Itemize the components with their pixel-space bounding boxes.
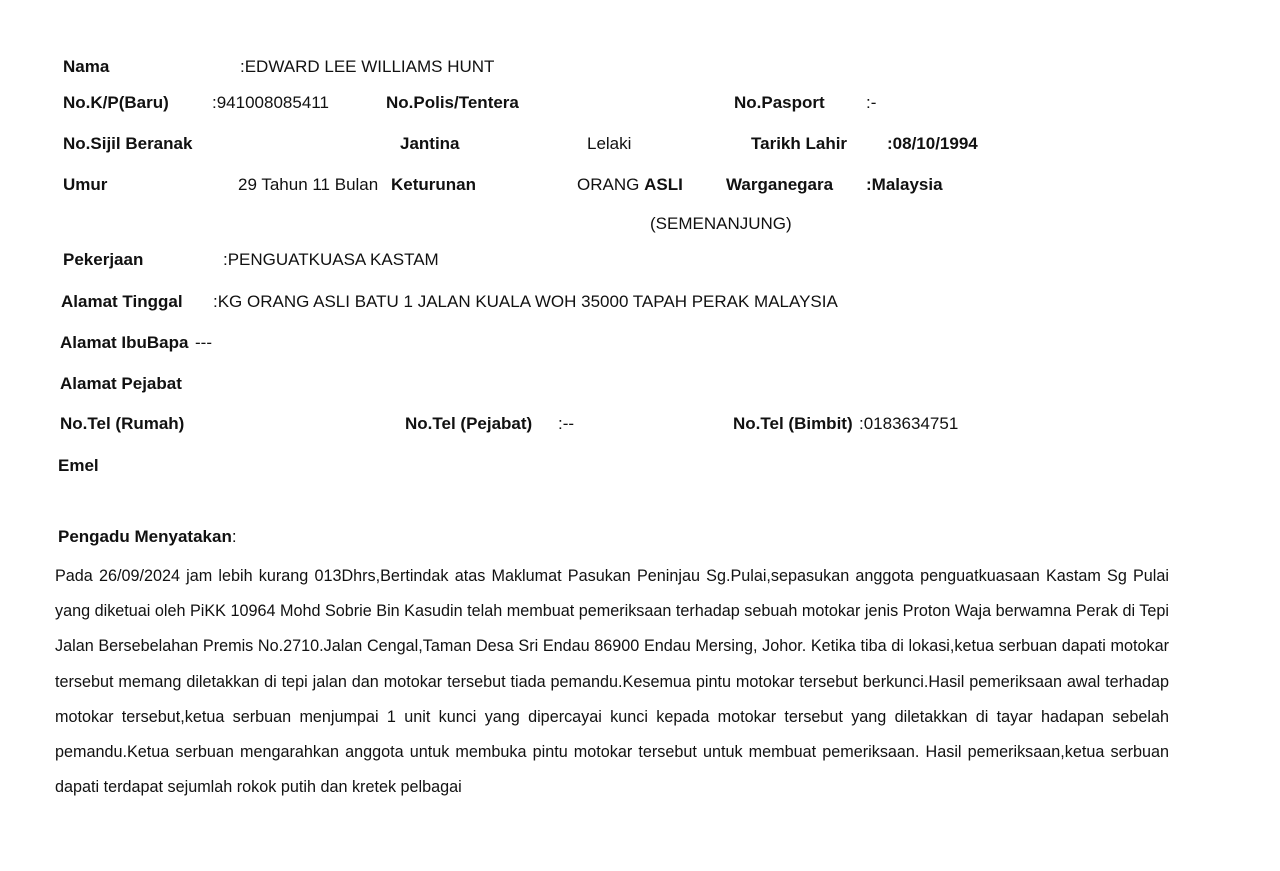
- umur-value: 29 Tahun 11 Bulan: [238, 175, 379, 194]
- polis-label: No.Polis/Tentera: [386, 93, 519, 112]
- kp-value: :941008085411: [212, 93, 329, 112]
- alamat-tinggal-value: :KG ORANG ASLI BATU 1 JALAN KUALA WOH 35000 TAPAH PERAK MALAYSIA: [213, 292, 838, 311]
- keturunan-value-line2: (SEMENANJUNG): [650, 214, 792, 233]
- pasport-label: No.Pasport: [734, 93, 825, 112]
- tarikh-lahir-value: :08/10/1994: [887, 134, 978, 153]
- kp-label: No.K/P(Baru): [63, 93, 169, 112]
- alamat-ibubapa-value: ---: [195, 333, 212, 352]
- keturunan-label: Keturunan: [391, 175, 476, 194]
- statement-heading-text: Pengadu Menyatakan: [58, 527, 232, 546]
- keturunan-value: [577, 175, 683, 195]
- warganegara-label: Warganegara: [726, 175, 834, 194]
- alamat-ibubapa-label: Alamat IbuBapa: [60, 333, 189, 352]
- alamat-pejabat-label: Alamat Pejabat: [60, 374, 182, 393]
- pekerjaan-label: Pekerjaan: [63, 250, 144, 269]
- tel-bimbit-value: :0183634751: [859, 414, 959, 433]
- tarikh-lahir-label: Tarikh Lahir: [751, 134, 848, 153]
- jantina-label: Jantina: [400, 134, 460, 153]
- tel-bimbit-label: No.Tel (Bimbit): [733, 414, 853, 433]
- statement-heading: [58, 527, 237, 547]
- pasport-value: :-: [866, 93, 877, 112]
- warganegara-value: :Malaysia: [866, 175, 943, 194]
- jantina-value: Lelaki: [587, 134, 632, 153]
- keturunan-value-prefix: ORANG: [577, 175, 640, 194]
- alamat-tinggal-label: Alamat Tinggal: [61, 292, 183, 311]
- statement-body: Pada 26/09/2024 jam lebih kurang 013Dhrs,Bertindak atas Maklumat Pasukan Peninjau Sg.Pulai,sepasukan anggota penguatkuasaan Kastam Sg Pulai yang diketuai oleh PiKK 10964 Mohd Sobrie Bin Kasudin telah membuat pemeriksaan terhadap sebuah motokar jenis Proton Waja berwamna Perak di Tepi Jalan Bersebelahan Premis No.2710.Jalan Cengal,Taman Desa Sri Endau 86900 Endau Mersing, Johor. Ketika tiba di lokasi,ketua serbuan dapati motokar tersebut memang diletakkan di tepi jalan dan motokar tersebut tiada pemandu.Kesemua pintu motokar tersebut berkunci.Hasil pemeriksaan awal terhadap motokar tersebut,ketua serbuan menjumpai 1 unit kunci yang dipercayai kunci kepada motokar tersebut yang diletakkan di tayar hadapan sebelah pemandu.Ketua serbuan mengarahkan anggota untuk membuka pintu motokar tersebut untuk membuat pemeriksaan. Hasil pemeriksaan,ketua serbuan dapati terdapat sejumlah rokok putih dan kretek pelbagai: [55, 567, 1169, 797]
- tel-rumah-label: No.Tel (Rumah): [60, 414, 185, 433]
- tel-pejabat-label: No.Tel (Pejabat): [405, 414, 533, 433]
- nama-value: :EDWARD LEE WILLIAMS HUNT: [240, 57, 495, 76]
- tel-pejabat-value: :--: [558, 414, 575, 433]
- nama-label: Nama: [63, 57, 110, 76]
- keturunan-value-bold: ASLI: [644, 175, 683, 194]
- pekerjaan-value: :PENGUATKUASA KASTAM: [223, 250, 439, 269]
- umur-label: Umur: [63, 175, 108, 194]
- sijil-label: No.Sijil Beranak: [63, 134, 193, 153]
- emel-label: Emel: [58, 456, 99, 475]
- statement-heading-colon: :: [231, 527, 237, 546]
